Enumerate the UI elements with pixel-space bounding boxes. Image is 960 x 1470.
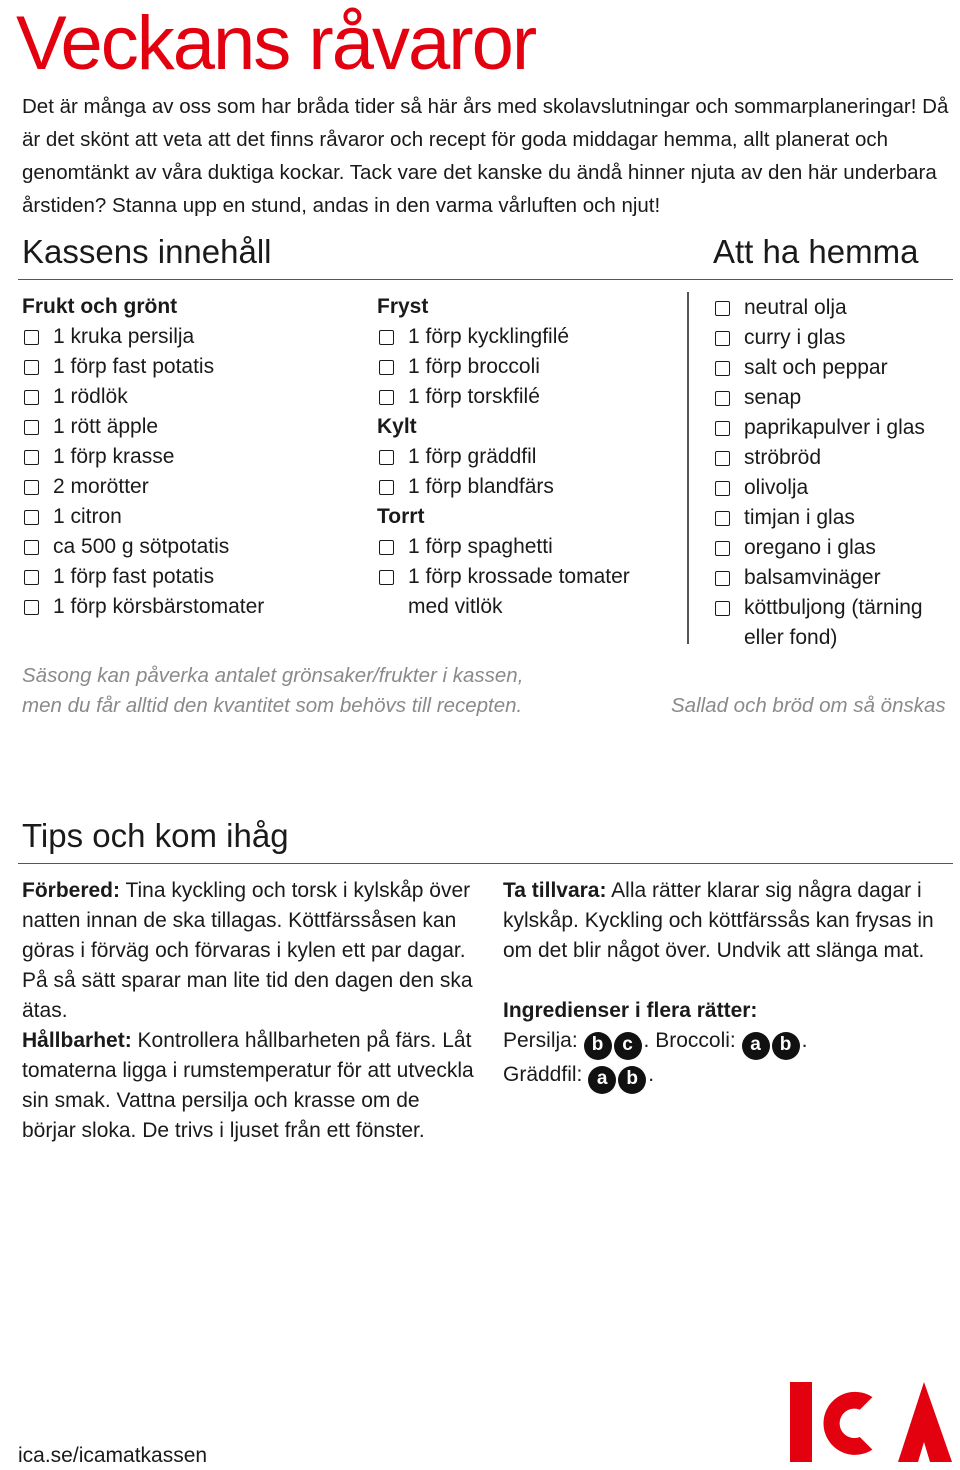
checkbox-icon[interactable] xyxy=(24,420,39,435)
checklist-item[interactable] xyxy=(377,442,677,472)
checkbox-icon[interactable] xyxy=(379,480,394,495)
item-label: oregano i glas xyxy=(744,536,876,559)
item-label: paprikapulver i glas xyxy=(744,416,925,439)
category-heading: Fryst xyxy=(377,295,429,318)
sustain-label: Hållbarhet: xyxy=(22,1029,132,1052)
section-divider xyxy=(18,279,953,280)
tips-right xyxy=(503,876,943,1094)
checklist-item[interactable] xyxy=(22,592,352,622)
checkbox-icon[interactable] xyxy=(24,450,39,465)
item-label: 1 förp torskfilé xyxy=(408,385,540,408)
checklist-item[interactable] xyxy=(713,593,958,623)
checklist-item[interactable] xyxy=(713,443,958,473)
item-label: köttbuljong (tärning xyxy=(744,596,923,619)
checkbox-icon[interactable] xyxy=(715,601,730,616)
recipe-badge-b: b xyxy=(618,1066,646,1094)
checklist-item[interactable] xyxy=(22,322,352,352)
checkbox-icon[interactable] xyxy=(715,391,730,406)
item-label: 1 förp krasse xyxy=(53,445,175,468)
checklist-item[interactable] xyxy=(713,383,958,413)
item-label: 1 förp kycklingfilé xyxy=(408,325,570,348)
item-label: timjan i glas xyxy=(744,506,855,529)
checkbox-icon[interactable] xyxy=(715,301,730,316)
checkbox-icon[interactable] xyxy=(379,360,394,375)
checkbox-icon[interactable] xyxy=(24,390,39,405)
checklist-item[interactable] xyxy=(377,472,677,502)
checklist-item[interactable] xyxy=(713,623,958,653)
season-note xyxy=(22,661,642,721)
prep-text: Tina kyckling och torsk i kylskåp över natten innan de ska tillagas. Köttfärssåsen kan göras i förväg och förvaras i kylen ett par dagar. På så sätt sparar man lite tid den dagen den ska ätas. xyxy=(22,879,473,1022)
item-label: ca 500 g sötpotatis xyxy=(53,535,230,558)
item-label: senap xyxy=(744,386,802,409)
persilja-label: Persilja: xyxy=(503,1029,578,1052)
item-label: curry i glas xyxy=(744,326,846,349)
checklist-item[interactable] xyxy=(377,382,677,412)
broccoli-label: Broccoli: xyxy=(655,1029,736,1052)
separator: . xyxy=(648,1063,655,1086)
checkbox-icon[interactable] xyxy=(379,450,394,465)
produce-column xyxy=(22,292,352,622)
sustain-text: Kontrollera hållbarheten på färs. Låt tomaterna ligga i rumstemperatur för att utveckla sin smak. Vattna persilja och krasse om de börjar sloka. De trivs i ljuset från ett fönster. xyxy=(22,1029,474,1142)
save-label: Ta tillvara: xyxy=(503,879,607,902)
item-label: med vitlök xyxy=(408,595,503,618)
item-label: 1 kruka persilja xyxy=(53,325,195,348)
page-title: Veckans råvaror xyxy=(16,1,536,86)
recipe-badge-a: a xyxy=(742,1032,770,1060)
checklist-item[interactable] xyxy=(713,533,958,563)
category-heading: Torrt xyxy=(377,505,425,528)
prep-tip xyxy=(22,876,477,1026)
checklist-item[interactable] xyxy=(22,412,352,442)
intro-text: Det är många av oss som har bråda tider så här års med skolavslutningar och sommarplaneringar! Då är det skönt att veta att det finns råvaror och recept för goda middagar hemma, allt planerat och genomtänkt av våra duktiga kockar. Tack vare det kanske du ändå hinner njuta av den här underbara årstiden? Stanna upp en stund, andas in den varma vårluften och njut! xyxy=(22,95,949,217)
box-contents-heading: Kassens innehåll xyxy=(22,233,272,270)
checkbox-icon[interactable] xyxy=(24,600,39,615)
checklist-item[interactable] xyxy=(22,502,352,532)
season-note-line: Säsong kan påverka antalet grönsaker/frukter i kassen, xyxy=(22,664,524,687)
salad-note: Sallad och bröd om så önskas xyxy=(671,694,946,717)
checkbox-icon[interactable] xyxy=(379,570,394,585)
checklist-item[interactable] xyxy=(22,442,352,472)
column-divider xyxy=(687,292,689,644)
checklist-item[interactable] xyxy=(713,563,958,593)
checkbox-icon[interactable] xyxy=(715,541,730,556)
checkbox-icon[interactable] xyxy=(24,330,39,345)
checkbox-icon[interactable] xyxy=(24,540,39,555)
checklist-item[interactable] xyxy=(377,352,677,382)
separator: . xyxy=(801,1029,808,1052)
multi-label: Ingredienser i flera rätter: xyxy=(503,999,758,1022)
at-home-heading: Att ha hemma xyxy=(713,233,919,270)
category-heading: Frukt och grönt xyxy=(22,295,178,318)
item-label: 1 förp fast potatis xyxy=(53,565,215,588)
footer-url[interactable]: ica.se/icamatkassen xyxy=(18,1444,208,1467)
checkbox-icon[interactable] xyxy=(379,540,394,555)
recipe-badge-a: a xyxy=(588,1066,616,1094)
checklist-item[interactable] xyxy=(22,352,352,382)
checkbox-icon[interactable] xyxy=(715,571,730,586)
item-label: 1 rödlök xyxy=(53,385,128,408)
checklist-item[interactable] xyxy=(377,322,677,352)
item-label: salt och peppar xyxy=(744,356,888,379)
ica-logo xyxy=(786,1376,956,1464)
checkbox-icon[interactable] xyxy=(715,361,730,376)
item-label: 2 morötter xyxy=(53,475,149,498)
item-label: 1 förp krossade tomater xyxy=(408,565,630,588)
checklist-item[interactable] xyxy=(713,353,958,383)
at-home-list xyxy=(713,293,958,653)
item-label: eller fond) xyxy=(744,626,838,649)
checklist-item[interactable] xyxy=(713,323,958,353)
checklist-item[interactable] xyxy=(22,472,352,502)
checkbox-icon[interactable] xyxy=(715,421,730,436)
item-label: 1 förp gräddfil xyxy=(408,445,537,468)
packaged-column xyxy=(377,292,677,622)
checklist-item[interactable] xyxy=(22,382,352,412)
checklist-item[interactable] xyxy=(377,532,677,562)
graddfil-label: Gräddfil: xyxy=(503,1063,583,1086)
checkbox-icon[interactable] xyxy=(24,570,39,585)
checkbox-icon[interactable] xyxy=(715,331,730,346)
checklist-item[interactable] xyxy=(713,413,958,443)
item-label: ströbröd xyxy=(744,446,822,469)
checkbox-icon[interactable] xyxy=(24,510,39,525)
save-text: Alla rätter klarar sig några dagar i kylskåp. Kyckling och köttfärssås kan frysas in om det blir något över. Undvik att slänga mat. xyxy=(503,879,934,962)
checkbox-icon[interactable] xyxy=(715,451,730,466)
item-label: balsamvinäger xyxy=(744,566,881,589)
tips-heading: Tips och kom ihåg xyxy=(22,817,289,854)
sustainability-tip xyxy=(22,1026,477,1146)
item-label: 1 förp broccoli xyxy=(408,355,540,378)
checklist-item[interactable] xyxy=(377,592,677,622)
item-label: neutral olja xyxy=(744,296,847,319)
checkbox-icon[interactable] xyxy=(715,481,730,496)
checklist-item[interactable] xyxy=(713,473,958,503)
checkbox-icon[interactable] xyxy=(24,360,39,375)
item-label: 1 rött äpple xyxy=(53,415,159,438)
recipe-badge-b: b xyxy=(584,1032,612,1060)
checkbox-icon[interactable] xyxy=(715,511,730,526)
checklist-item[interactable] xyxy=(377,562,677,592)
prep-label: Förbered: xyxy=(22,879,121,902)
recipe-badge-b: b xyxy=(772,1032,800,1060)
category-heading: Kylt xyxy=(377,415,417,438)
item-label: 1 förp spaghetti xyxy=(408,535,553,558)
save-tip xyxy=(503,876,943,966)
checkbox-icon[interactable] xyxy=(24,480,39,495)
checkbox-icon[interactable] xyxy=(379,390,394,405)
tips-divider xyxy=(18,863,953,864)
season-note-line: men du får alltid den kvantitet som behövs till recepten. xyxy=(22,694,523,717)
checklist-item[interactable] xyxy=(22,532,352,562)
separator: . xyxy=(643,1029,656,1052)
item-label: 1 förp körsbärstomater xyxy=(53,595,265,618)
recipe-badge-c: c xyxy=(614,1032,642,1060)
checklist-item[interactable] xyxy=(22,562,352,592)
item-label: 1 förp fast potatis xyxy=(53,355,215,378)
checklist-item[interactable] xyxy=(713,293,958,323)
multi-ingredients-tip xyxy=(503,996,943,1094)
tips-left xyxy=(22,876,477,1146)
item-label: 1 citron xyxy=(53,505,122,528)
checkbox-icon[interactable] xyxy=(379,330,394,345)
checklist-item[interactable] xyxy=(713,503,958,533)
item-label: olivolja xyxy=(744,476,809,499)
item-label: 1 förp blandfärs xyxy=(408,475,554,498)
